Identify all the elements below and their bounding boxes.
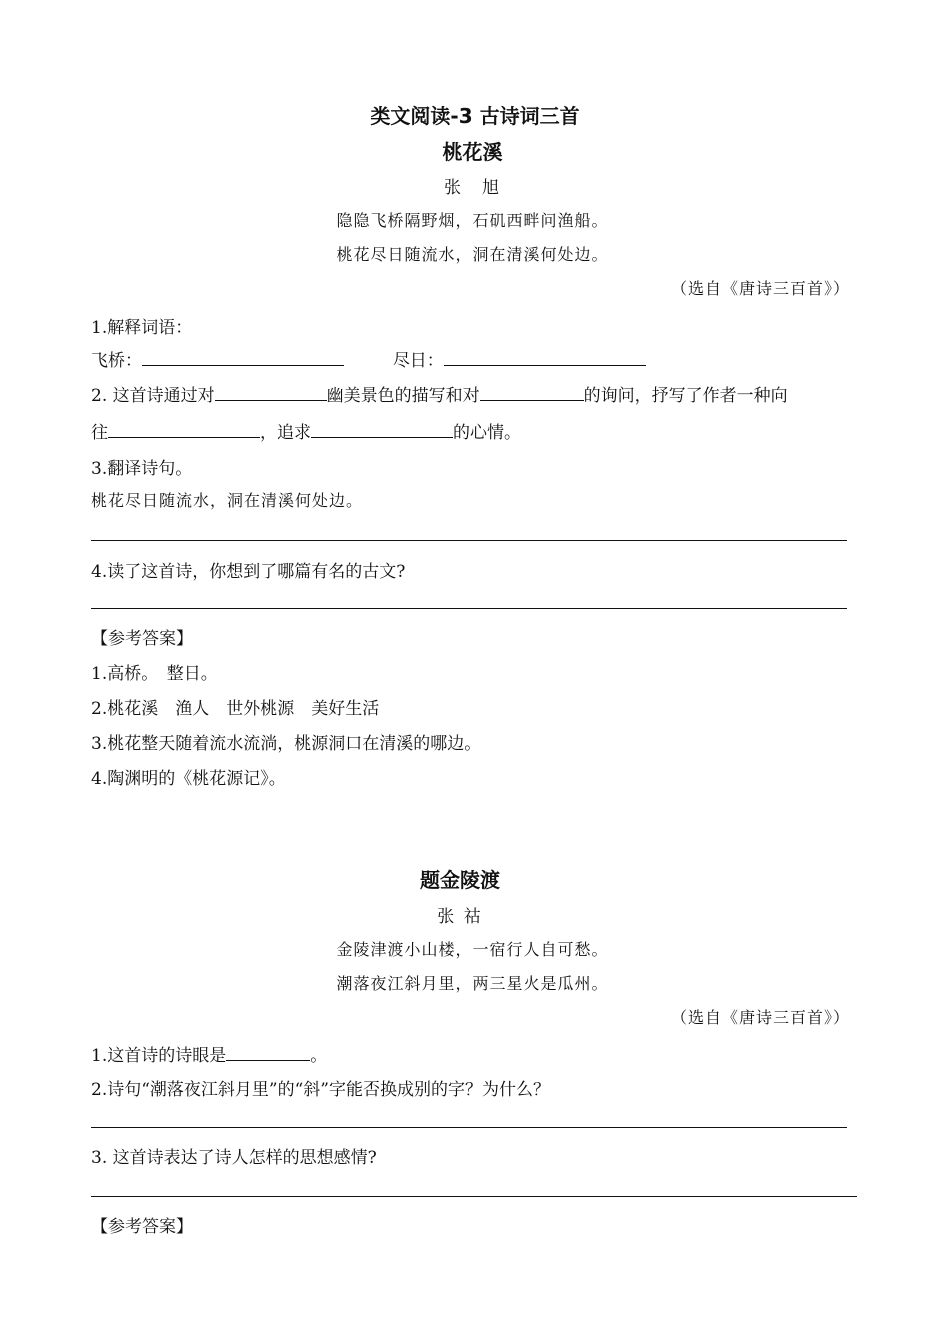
answer-blank[interactable]	[480, 382, 584, 401]
poem1-question-1: 1.解释词语：	[91, 318, 193, 338]
poem1-question-2-line-2	[91, 418, 521, 443]
q2-text: 往	[91, 423, 108, 443]
answer-blank[interactable]	[215, 382, 327, 401]
answer-line[interactable]	[91, 608, 847, 609]
poem1-source: （选自《唐诗三百首》）	[670, 279, 850, 298]
q2-text: 幽美景色的描写和对	[326, 386, 480, 406]
poem1-line-2: 桃花尽日随流水，洞在清溪何处边。	[336, 245, 609, 264]
q1-text: 。	[310, 1046, 328, 1066]
poem1-answer-header: 【参考答案】	[91, 629, 193, 649]
answer-blank[interactable]	[142, 347, 344, 366]
poem2-title: 题金陵渡	[420, 868, 500, 892]
poem1-question-3: 3.翻译诗句。	[91, 459, 193, 479]
poem1-answer-1: 1.高桥。 整日。	[91, 664, 218, 684]
poem2-question-3: 3. 这首诗表达了诗人怎样的思想感情?	[91, 1148, 377, 1168]
answer-blank[interactable]	[311, 419, 453, 438]
answer-line[interactable]	[91, 1127, 847, 1128]
poem1-question-2-line-1	[91, 381, 788, 406]
poem1-answer-4: 4.陶渊明的《桃花源记》。	[91, 769, 286, 789]
q2-text: 的询问，抒写了作者一种向	[583, 386, 788, 406]
answer-line[interactable]	[91, 540, 847, 541]
poem1-author: 张 旭	[444, 178, 501, 198]
poem1-answer-3: 3.桃花整天随着流水流淌，桃源洞口在清溪的哪边。	[91, 734, 482, 754]
poem2-question-2: 2.诗句“潮落夜江斜月里”的“斜”字能否换成别的字？为什么？	[91, 1080, 550, 1100]
answer-blank[interactable]	[108, 419, 260, 438]
document-title: 类文阅读-3 古诗词三首	[370, 104, 580, 128]
q2-text: ，追求	[260, 423, 311, 443]
poem2-line-1: 金陵津渡小山楼，一宿行人自可愁。	[336, 940, 609, 959]
poem2-line-2: 潮落夜江斜月里，两三星火是瓜州。	[336, 974, 609, 993]
answer-blank[interactable]	[226, 1042, 310, 1061]
q2-text: 2. 这首诗通过对	[91, 386, 215, 406]
poem1-q1-term-a: 飞桥：	[91, 351, 142, 371]
poem2-author: 张 祜	[437, 907, 483, 927]
poem2-question-1	[91, 1041, 327, 1066]
poem1-title: 桃花溪	[442, 140, 503, 164]
poem1-question-4: 4.读了这首诗，你想到了哪篇有名的古文?	[91, 562, 406, 582]
poem2-answer-header: 【参考答案】	[91, 1217, 193, 1237]
poem1-question-3-line: 桃花尽日随流水，洞在清溪何处边。	[91, 491, 364, 510]
answer-line[interactable]	[91, 1196, 857, 1197]
poem1-line-1: 隐隐飞桥隔野烟，石矶西畔问渔船。	[336, 211, 609, 230]
poem1-answer-2: 2.桃花溪 渔人 世外桃源 美好生活	[91, 699, 380, 719]
answer-blank[interactable]	[444, 347, 646, 366]
poem2-source: （选自《唐诗三百首》）	[670, 1008, 850, 1027]
q1-text: 1.这首诗的诗眼是	[91, 1046, 227, 1066]
poem1-question-1-items	[91, 346, 646, 371]
q2-text: 的心情。	[453, 423, 521, 443]
poem1-q1-term-b: 尽日：	[392, 351, 444, 371]
